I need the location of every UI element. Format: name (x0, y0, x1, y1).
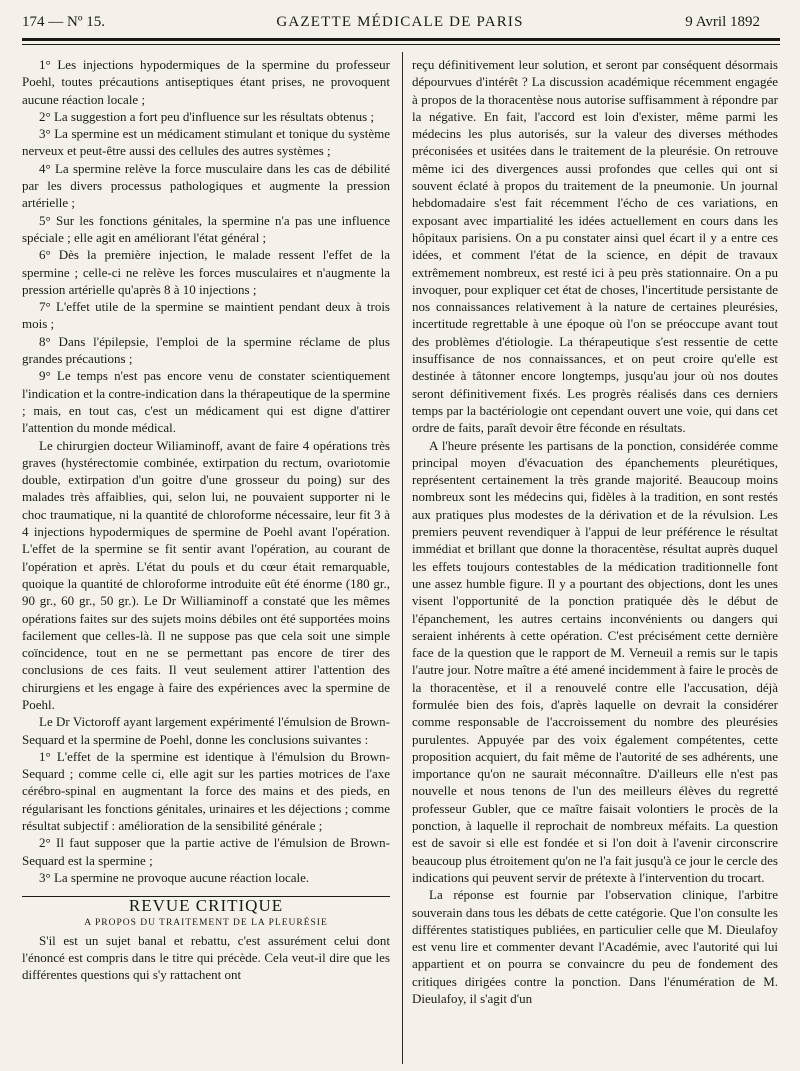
paragraph-continued: reçu définitivement leur solution, et seront par conséquent désormais dépourvues d'intérêt ? La discussion académique récemment engagée à propos de la thoracentèse nous autorise suffisamment à répondre par la négative. En fait, l'accord est loin d'exister, même parmi les médecins les plus autorisés, sur la valeur des diverses méthodes préconisées et usitées dans le traitement de la pleurésie. On retrouve même ici des divergences aussi profondes que celles qui ont si souvent éclaté à propos du traitement de la pneumonie. Un journal hebdomadaire s'est fait récemment l'écho de ces variations, en exposant avec impartialité les idées actuellement en cours dans les hôpitaux parisiens. On a pu constater ainsi quel écart il y a entre ces idées, et comment l'état de la science, en dépit de travaux extrêmement nombreux, est resté ici à peu près stationnaire. On a pu invoquer, pour expliquer cet état de choses, l'incertitude persistante de nos connaissances relativement à la nature de certaines pleurésies, incertitude regrettable à une époque où l'on se préoccupe avant tout des problèmes d'étiologie. La thérapeutique s'est ressentie de cette insuffisance de nos connaissances, et on peut croire qu'elle est destinée à tâtonner encore longtemps, jusqu'au jour où nos doutes seront définitivement fixés. Les progrès réalisés dans ces derniers temps par la bactériologie ont cependant ouvert une voie, qui dans cet ordre de faits, paraît devoir être féconde en résultats. (412, 57, 778, 436)
conclusion-item: 3° La spermine ne provoque aucune réaction locale. (39, 869, 310, 885)
left-column (22, 56, 390, 984)
right-column (412, 56, 778, 1007)
page-header (0, 14, 800, 36)
conclusion-item: 2° La suggestion a fort peu d'influence sur les résultats obtenus ; (39, 108, 374, 124)
conclusion-item: 5° Sur les fonctions génitales, la spermine n'a pas une influence spéciale ; elle agit en améliorant l'état général ; (22, 212, 390, 245)
conclusion-item: 1° L'effet de la spermine est identique à l'émulsion du Brown-Sequard ; comme celle ci, elle agit sur les parties motrices de l'axe cérébro-spinal en augmentant la force des mains et des pieds, en régularisant les fonctions génitales, urinaires et les déjections ; comme résultat subjectif : amélioration de la sensibilité générale ; (22, 748, 390, 834)
paragraph-wiliaminoff: Le chirurgien docteur Wiliaminoff, avant de faire 4 opérations très graves (hystérectomie combinée, extirpation du rectum, ovariotomie double, extirpation d'un goitre d'une grosseur du poing) sur des malades très affaiblies, qui, selon lui, ne pouvaient supporter ni le choc traumatique, ni la quantité de chloroforme nécessaire, leur fit 3 à 4 injections hypodermiques de spermine de Poehl avant l'opération. L'effet de la spermine se fit sentir avant l'opération, au courant de l'opération et après. L'état du pouls et du cœur était remarquable, quoique la quantité de chloroforme introduite eût été énorme (180 gr., 90 gr., 60 gr., 50 gr.). Le Dr Williaminoff a constaté que les mêmes opérations faites sur des sujets moins débiles ont été supportées moins facilement que celles-là. Il ne suppose pas que cela soit une simple coïncidence, tout en ne se permettant pas encore de tirer des conclusions de ces faits. Il veut seulement attirer l'attention des chirurgiens et les engage à faire des expériences avec la spermine de Poehl. (22, 437, 390, 712)
section-title: REVUE CRITIQUE (128, 896, 284, 916)
journal-title: GAZETTE MÉDICALE DE PARIS (276, 14, 524, 30)
paragraph-intro: S'il est un sujet banal et rebattu, c'est assurément celui dont l'énoncé est compris dans le titre qui précède. Cela veut-il dire que les différentes questions qui s'y rattachent ont (22, 932, 390, 983)
conclusion-item: 8° Dans l'épilepsie, l'emploi de la spermine réclame de plus grandes précautions ; (22, 333, 390, 367)
header-rule-thick (22, 38, 780, 41)
paragraph-ponction: A l'heure présente les partisans de la ponction, considérée comme principal moyen d'évacuation des épanchements pleurétiques, représentent certainement la très grande majorité. Beaucoup moins nombreux sont les médecins qui, fidèles à la tradition, en sont restés aux pratiques plus modestes de la dérivation et de la révulsion. Les premiers peuvent revendiquer à l'appui de leur préférence le résultat immédiat et brillant que donne la thoracentèse, résultat auprès duquel les effets toujours contestables de la médication traditionnelle font une assez humble figure. Il y a pourtant des objections, dont les unes visent l'opportunité de la ponction pratiquée dès le début de l'épanchement, les autres certains inconvénients ou dangers qui seraient inhérents à cette opération. C'est précisément cette dernière face de la question que le rapport de M. Verneuil a remis sur le tapis l'autre jour. Notre maître a été amené incidemment à faire le procès de la thoracentèse, et il a renouvelé contre elle l'accusation, déjà formulée bien des fois, d'après laquelle on devrait la considérer comme responsable de l'accroissement du nombre des pleurésies purulentes. Appuyée par des voix également compétentes, cette proposition acquiert, du fait même de l'autorité de ses adhérents, une importance qu'on ne saurait méconnaître. D'ailleurs elle n'est pas nouvelle et nous tenons de l'un des meilleurs élèves du regretté professeur Gubler, que ce maître faisait volontiers le procès de la ponction, à laquelle il reprochait de nombreux méfaits. La question est de savoir si elle est fondée et si l'on doit à l'avenir circonscrire beaucoup plus étroitement qu'on ne l'a fait jusqu'à ce jour le cercle des indications qui peuvent servir de prétexte à l'intervention du trocart. (412, 437, 778, 885)
page-number: 174 — Nº 15. (22, 14, 105, 30)
conclusion-item: 1° Les injections hypodermiques de la spermine du professeur Poehl, toutes précautions antiseptiques étant prises, ne provoquent aucune réaction locale ; (22, 57, 390, 107)
conclusion-item: 3° La spermine est un médicament stimulant et tonique du système nerveux et peut-être aussi des cellules des autres systèmes ; (22, 126, 390, 159)
conclusion-item: 7° L'effet utile de la spermine se maintient pendant deux à trois mois ; (22, 299, 390, 332)
paragraph-reponse: La réponse est fournie par l'observation clinique, l'arbitre souverain dans tous les débats de cette catégorie. Que l'on consulte les différentes statistiques publiées, en particulier celle que M. Dieulafoy est venu lire et commenter devant l'Académie, avec l'autorité qui lui appartient et on pourra se convaincre du peu de fondement des critiques dirigées contre la ponction. Dans l'énumération de M. Dieulafoy, il s'agit d'un (412, 887, 778, 1007)
conclusion-item: 4° La spermine relève la force musculaire dans les cas de débilité par les divers processus pathologiques et augmente la pression artérielle ; (22, 160, 390, 211)
conclusion-item: 6° Dès la première injection, le malade ressent l'effet de la spermine ; celle-ci ne relève les forces musculaires et n'augmente la pression artérielle qu'après 8 à 10 injections ; (22, 247, 390, 297)
section-subtitle: A PROPOS DU TRAITEMENT DE LA PLEURÉSIE (84, 917, 328, 928)
conclusion-item: 9° Le temps n'est pas encore venu de constater scientiquement l'indication et la contre-indication dans la thérapeutique de la spermine ; mais, en tout cas, c'est un médicament qui est digne d'attirer l'attention du monde médical. (22, 368, 391, 436)
paragraph-victoroff: Le Dr Victoroff ayant largement expérimenté l'émulsion de Brown-Sequard et la spermine de Poehl, donne les conclusions suivantes : (22, 714, 390, 747)
conclusion-item: 2° Il faut supposer que la partie active de l'émulsion de Brown-Sequard est la spermine ; (22, 835, 390, 868)
column-separator (402, 52, 403, 1064)
issue-date: 9 Avril 1892 (685, 14, 760, 30)
header-rule-thin (22, 44, 780, 45)
